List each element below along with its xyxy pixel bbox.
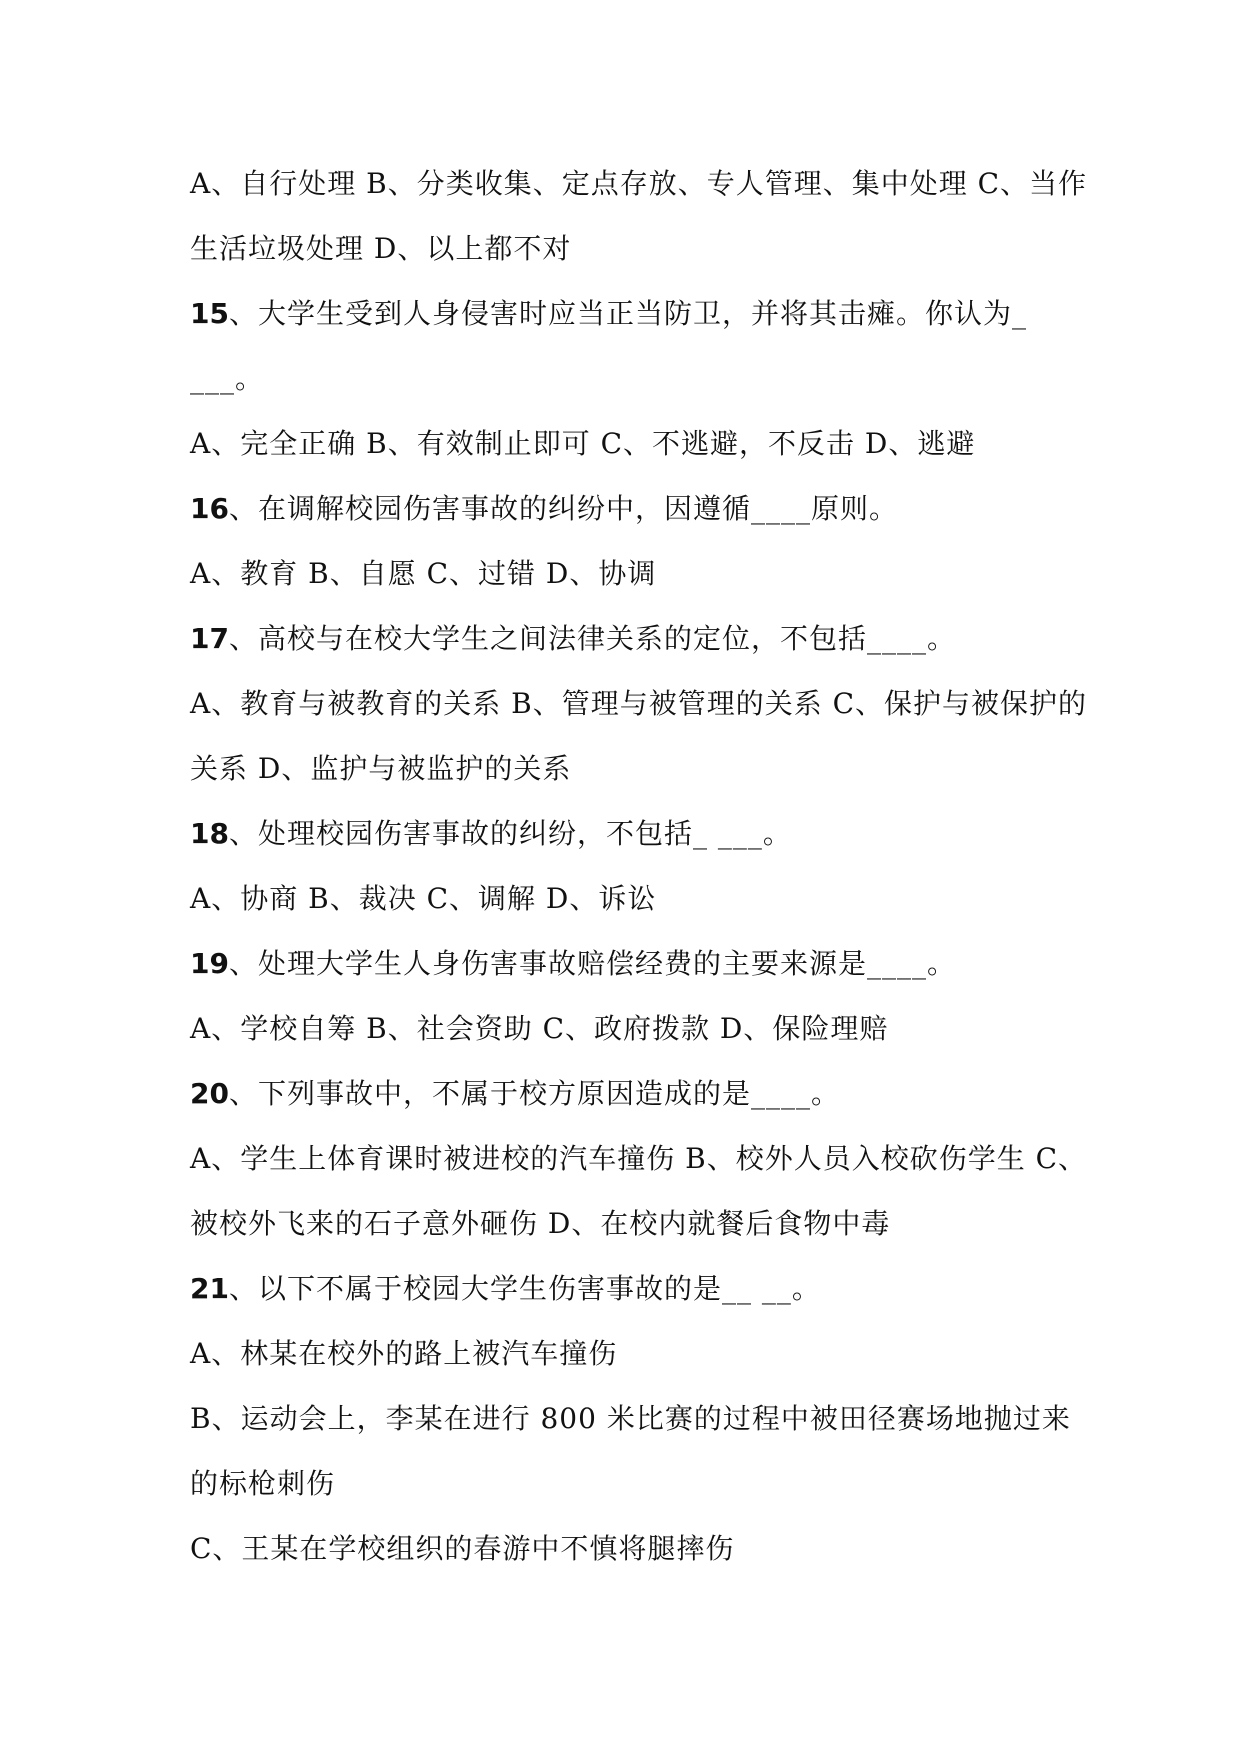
q14-options-line-2: 生活垃圾处理 D、以上都不对 xyxy=(190,232,572,265)
q20-options-line-2: 被校外飞来的石子意外砸伤 D、在校内就餐后食物中毒 xyxy=(190,1207,891,1240)
q16-number: 16 xyxy=(190,492,229,525)
q19-stem-text: 、处理大学生人身伤害事故赔偿经费的主要来源是____。 xyxy=(228,947,956,980)
q21-option-b-line-2: 的标枪刺伤 xyxy=(190,1467,336,1500)
q18-number: 18 xyxy=(190,817,229,850)
q19-number: 19 xyxy=(190,947,229,980)
q15-stem-line-2: ___。 xyxy=(190,362,265,395)
q21-number: 21 xyxy=(190,1272,229,1305)
q21-option-c: C、王某在学校组织的春游中不慎将腿摔伤 xyxy=(190,1532,735,1565)
q21-option-a: A、林某在校外的路上被汽车撞伤 xyxy=(190,1337,618,1370)
q14-options-line-1: A、自行处理 B、分类收集、定点存放、专人管理、集中处理 C、当作 xyxy=(190,167,1088,200)
q19-options: A、学校自筹 B、社会资助 C、政府拨款 D、保险理赔 xyxy=(190,1012,889,1045)
q20-options-line-1: A、学生上体育课时被进校的汽车撞伤 B、校外人员入校砍伤学生 C、 xyxy=(190,1142,1088,1175)
q20-stem-text: 、下列事故中，不属于校方原因造成的是____。 xyxy=(228,1077,840,1110)
q21-stem-text: 、以下不属于校园大学生伤害事故的是__ __。 xyxy=(228,1272,821,1305)
q15-stem-text: 、大学生受到人身侵害时应当正当防卫，并将其击瘫。你认为_ xyxy=(228,297,1027,330)
q17-stem-text: 、高校与在校大学生之间法律关系的定位，不包括____。 xyxy=(228,622,956,655)
q21-stem xyxy=(190,1269,1070,1309)
q17-number: 17 xyxy=(190,622,229,655)
q16-stem-text: 、在调解校园伤害事故的纠纷中，因遵循____原则。 xyxy=(228,492,898,525)
q20-stem xyxy=(190,1074,1070,1114)
q17-options-line-2: 关系 D、监护与被监护的关系 xyxy=(190,752,572,785)
q16-stem xyxy=(190,489,1070,529)
q16-options: A、教育 B、自愿 C、过错 D、协调 xyxy=(190,557,657,590)
q15-options: A、完全正确 B、有效制止即可 C、不逃避，不反击 D、逃避 xyxy=(190,427,976,460)
q21-option-b-line-1: B、运动会上，李某在进行 800 米比赛的过程中被田径赛场地抛过来 xyxy=(190,1402,1071,1435)
q17-options-line-1: A、教育与被教育的关系 B、管理与被管理的关系 C、保护与被保护的 xyxy=(190,687,1088,720)
q15-number: 15 xyxy=(190,297,229,330)
q18-options: A、协商 B、裁决 C、调解 D、诉讼 xyxy=(190,882,657,915)
q17-stem xyxy=(190,619,1070,659)
q20-number: 20 xyxy=(190,1077,229,1110)
q18-stem-text: 、处理校园伤害事故的纠纷，不包括_ ___。 xyxy=(228,817,792,850)
q19-stem xyxy=(190,944,1070,984)
q15-stem-line-1 xyxy=(190,294,1070,334)
q18-stem xyxy=(190,814,1070,854)
